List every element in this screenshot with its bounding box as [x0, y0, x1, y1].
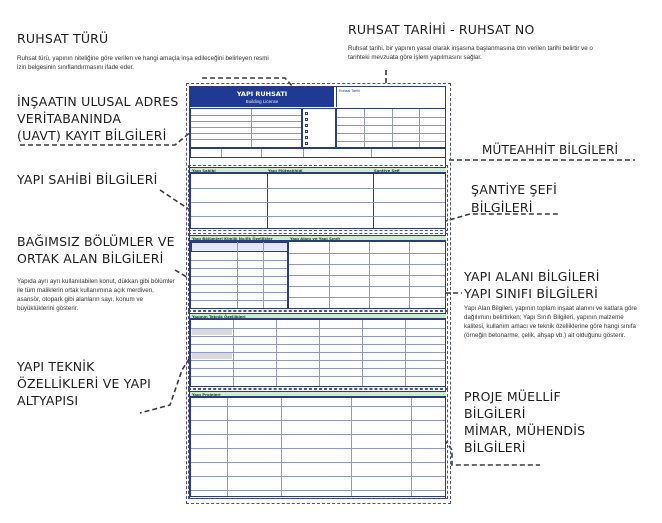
projects-section-label: Yapı Projeleri [192, 392, 221, 397]
ruhsat-tarihi-title: RUHSAT TARİHİ - RUHSAT NO [348, 22, 535, 37]
site-chief-section-label: Şantiye Şefi [374, 168, 400, 173]
santiye-sefi-title [471, 181, 557, 217]
units-block [190, 241, 288, 309]
form-header [190, 87, 334, 107]
uavt-title-line-3: (UAVT) KAYIT BİLGİLERİ [17, 128, 167, 143]
technical-block [190, 319, 446, 387]
contractor-section-label: Yapı Müteahhidi [268, 168, 303, 173]
uavt-title [17, 93, 179, 144]
uavt-title-line-1: İNŞAATIN ULUSAL ADRES [17, 94, 179, 109]
form-header-right [336, 87, 446, 107]
projects-block [190, 397, 446, 497]
yapi-alani-description: Yapı Alan Bilgileri, yapının toplam inşaat alanını ve katlara göre dağılımını belirtirken; Yapı Sınıfı Bilgileri, yapının malzeme kalitesi, kullanım amacı ve teknik özelliklerine göre hangi sınıfa (örneğin betonarme, çelik, ahşap vb.) ait olduğunu gösterir. [464, 305, 637, 339]
ruhsat-turu-title: RUHSAT TÜRÜ [17, 31, 109, 46]
form-header-subtitle: Building License [245, 99, 279, 104]
uavt-title-line-2: VERİTABANINDA [17, 111, 122, 126]
leader-yapi-sahibi [160, 190, 190, 210]
teknik-title-line-1: YAPI TEKNİK [17, 359, 95, 374]
uavt-block [190, 108, 302, 148]
ruhsat-no-block [336, 108, 446, 148]
yapi-alani-title [464, 268, 600, 302]
area-section-label: Yapı Alanı ve Yapı Sınıfı [290, 236, 341, 241]
proje-title-line-4: BİLGİLERİ [464, 440, 526, 455]
teknik-title [17, 358, 151, 409]
bagimsiz-title-line-1: BAĞIMSIZ BÖLÜMLER VE [17, 234, 175, 249]
owner-contractor-block [190, 173, 446, 229]
bagimsiz-title-line-2: ORTAK ALAN BİLGİLERİ [17, 251, 164, 266]
form-header-title: YAPI RUHSATI [236, 90, 288, 98]
proje-title-line-2: BİLGİLERİ [464, 406, 526, 421]
ruhsat-turu-description: Ruhsat türü, yapının niteliğine göre verilen ve hangi amaçla inşa edileceğini belirleyen resmi izin belgesinin sınıflandırmasını ifade eder. [17, 55, 269, 71]
bagimsiz-description: Yapıda ayrı ayrı kullanılabilen konut, dükkan gibi bölümler ile tüm maliklerin ortak kullanımına açık merdiven, asansör, otopark gibi alanların sayı, konum ve büyüklüklerini gösterir. [17, 278, 175, 312]
building-license-form [189, 86, 446, 499]
ruhsat-type-block [302, 108, 336, 148]
teknik-title-line-3: ALTYAPISI [17, 393, 79, 408]
yapi-alani-title-line-1: YAPI ALANI BİLGİLERİ [464, 269, 600, 284]
owner-section-label: Yapı Sahibi [192, 168, 216, 173]
proje-title-line-1: PROJE MÜELLİF [464, 389, 561, 404]
proje-title [464, 388, 585, 456]
bagimsiz-title [17, 233, 175, 267]
address-row [190, 148, 446, 158]
yapi-sahibi-title: YAPI SAHİBİ BİLGİLERİ [17, 172, 158, 187]
form-header-right-label: Ruhsat Tarihi [339, 89, 360, 93]
teknik-title-line-2: ÖZELLİKLERİ VE YAPI [17, 376, 151, 391]
proje-title-line-3: MİMAR, MÜHENDİS [464, 423, 586, 438]
muteahhit-title: MÜTEAHHİT BİLGİLERİ [482, 143, 619, 157]
santiye-title-line-2: BİLGİLERİ [471, 200, 533, 215]
ruhsat-tarihi-description: Ruhsat tarihi, bir yapının yasal olarak inşasına başlanmasına izin verilen tarihi belirtir ve o tarihteki mevzuata göre işlem yapılmasını sağlar. [348, 45, 593, 61]
yapi-alani-title-line-2: YAPI SINIFI BİLGİLERİ [464, 286, 598, 301]
santiye-title-line-1: ŞANTİYE ŞEFİ [471, 182, 558, 197]
technical-section-label: Yapının Teknik Özellikleri [192, 314, 246, 319]
units-section-label: Yapı Bölümleri Kimlik No/Ek Özellikler [192, 236, 273, 241]
area-class-block [288, 241, 446, 309]
